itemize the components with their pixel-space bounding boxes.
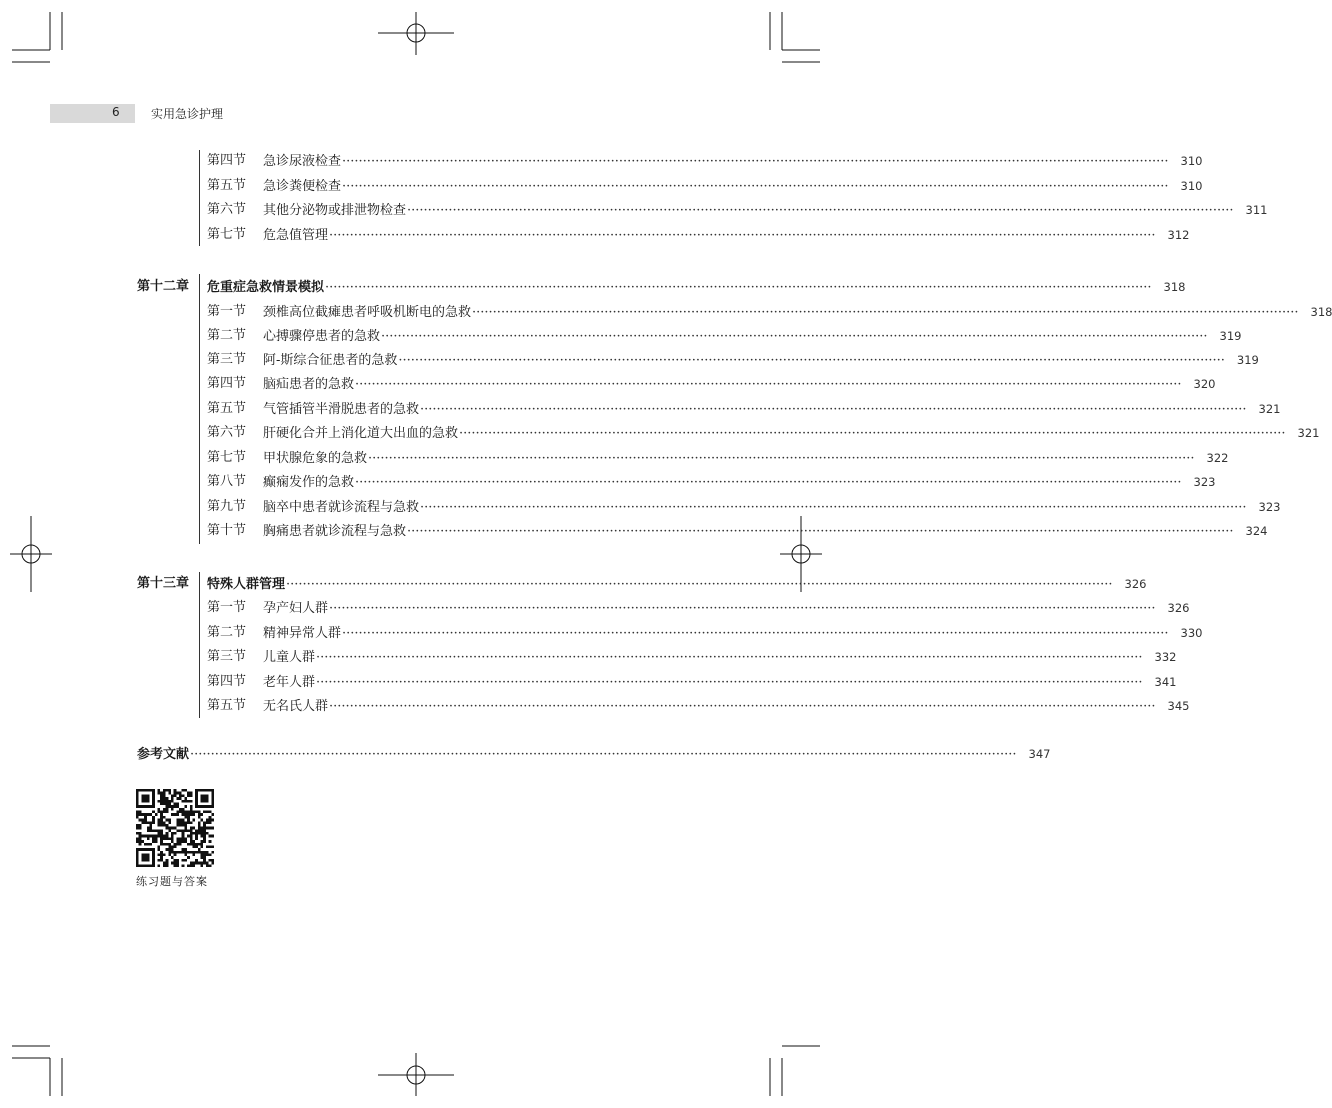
section-label: 第四节 xyxy=(207,376,247,391)
section-title: 脑疝患者的急救 xyxy=(263,377,355,392)
toc-row[interactable] xyxy=(0,225,1190,245)
section-page: 330 xyxy=(1180,626,1203,640)
section-page: 326 xyxy=(1167,601,1190,615)
leader-dots: ········································································································································································································ xyxy=(420,402,1247,417)
leader-dots: ········································································································································································································ xyxy=(190,747,1017,762)
section-title: 儿童人群 xyxy=(263,650,316,665)
section-title: 心搏骤停患者的急救 xyxy=(263,329,381,344)
section-label: 第一节 xyxy=(207,304,247,319)
section-label: 第七节 xyxy=(207,227,247,242)
toc-row[interactable] xyxy=(0,350,1259,370)
leader-dots: ········································································································································································································ xyxy=(316,675,1143,690)
chapter-page: 318 xyxy=(1163,280,1186,294)
book-title: 实用急诊护理 xyxy=(151,107,224,121)
leader-dots: ········································································································································································································ xyxy=(398,353,1225,368)
section-page: 324 xyxy=(1245,524,1268,538)
section-title: 危急值管理 xyxy=(263,228,329,243)
section-label: 第三节 xyxy=(207,649,247,664)
section-title: 癫痫发作的急救 xyxy=(263,475,355,490)
toc-row[interactable] xyxy=(0,448,1229,468)
chapter-page: 326 xyxy=(1124,577,1147,591)
toc-row[interactable] xyxy=(0,151,1203,171)
leader-dots: ········································································································································································································ xyxy=(329,601,1156,616)
section-label: 第五节 xyxy=(207,401,247,416)
chapter-label: 第十三章 xyxy=(137,576,190,591)
toc-row[interactable] xyxy=(0,598,1190,618)
section-page: 321 xyxy=(1297,426,1320,440)
leader-dots: ········································································································································································································ xyxy=(342,179,1169,194)
leader-dots: ········································································································································································································ xyxy=(368,451,1195,466)
page-number: 6 xyxy=(112,105,120,119)
toc-row[interactable] xyxy=(0,623,1203,643)
leader-dots: ········································································································································································································ xyxy=(381,329,1208,344)
section-title: 精神异常人群 xyxy=(263,626,342,641)
toc-row[interactable] xyxy=(0,472,1216,492)
section-page: 320 xyxy=(1193,377,1216,391)
section-title: 颈椎高位截瘫患者呼吸机断电的急救 xyxy=(263,305,472,320)
section-label: 第五节 xyxy=(207,178,247,193)
section-page: 312 xyxy=(1167,228,1190,242)
section-page: 322 xyxy=(1206,451,1229,465)
section-title: 肝硬化合并上消化道大出血的急救 xyxy=(263,426,459,441)
references-title: 参考文献 xyxy=(137,747,190,762)
chapter-title: 特殊人群管理 xyxy=(207,577,286,592)
section-label: 第一节 xyxy=(207,600,247,615)
section-page: 310 xyxy=(1180,154,1203,168)
leader-dots: ········································································································································································································ xyxy=(420,500,1247,515)
toc-row[interactable] xyxy=(0,672,1177,692)
section-page: 318 xyxy=(1310,305,1332,319)
section-title: 老年人群 xyxy=(263,675,316,690)
section-page: 310 xyxy=(1180,179,1203,193)
leader-dots: ········································································································································································································ xyxy=(286,577,1113,592)
chapter-row[interactable] xyxy=(0,277,1186,297)
section-title: 脑卒中患者就诊流程与急救 xyxy=(263,500,420,515)
toc-row[interactable] xyxy=(0,399,1281,419)
leader-dots: ········································································································································································································ xyxy=(316,650,1143,665)
section-title: 胸痛患者就诊流程与急救 xyxy=(263,524,407,539)
toc-row[interactable] xyxy=(0,326,1242,346)
section-page: 319 xyxy=(1236,353,1259,367)
references-page: 347 xyxy=(1028,747,1051,761)
section-title: 其他分泌物或排泄物检查 xyxy=(263,203,407,218)
toc-row[interactable] xyxy=(0,176,1203,196)
toc-row[interactable] xyxy=(0,423,1320,443)
section-title: 急诊粪便检查 xyxy=(263,179,342,194)
section-title: 孕产妇人群 xyxy=(263,601,329,616)
chapter-label: 第十二章 xyxy=(137,279,190,294)
section-label: 第十节 xyxy=(207,523,247,538)
section-title: 阿-斯综合征患者的急救 xyxy=(263,353,398,368)
section-label: 第四节 xyxy=(207,153,247,168)
section-label: 第五节 xyxy=(207,698,247,713)
section-label: 第三节 xyxy=(207,352,247,367)
leader-dots: ········································································································································································································ xyxy=(342,626,1169,641)
section-label: 第二节 xyxy=(207,625,247,640)
toc-row[interactable] xyxy=(0,200,1268,220)
section-page: 341 xyxy=(1154,675,1177,689)
section-page: 345 xyxy=(1167,699,1190,713)
toc-row[interactable] xyxy=(0,497,1281,517)
section-label: 第二节 xyxy=(207,328,247,343)
leader-dots: ········································································································································································································ xyxy=(472,305,1299,320)
references-row[interactable] xyxy=(0,744,1051,764)
leader-dots: ········································································································································································································ xyxy=(355,475,1182,490)
section-page: 323 xyxy=(1193,475,1216,489)
leader-dots: ········································································································································································································ xyxy=(342,154,1169,169)
section-label: 第七节 xyxy=(207,450,247,465)
section-label: 第九节 xyxy=(207,499,247,514)
section-title: 气管插管半滑脱患者的急救 xyxy=(263,402,420,417)
registration-mark-bottom xyxy=(378,1053,454,1096)
chapter-row[interactable] xyxy=(0,574,1147,594)
leader-dots: ········································································································································································································ xyxy=(329,228,1156,243)
registration-mark-top xyxy=(378,12,454,55)
qr-code-icon[interactable] xyxy=(136,789,214,867)
toc-row[interactable] xyxy=(0,302,1332,322)
qr-caption: 练习题与答案 xyxy=(136,875,208,888)
leader-dots: ········································································································································································································ xyxy=(325,280,1152,295)
section-page: 323 xyxy=(1258,500,1281,514)
section-title: 急诊尿液检查 xyxy=(263,154,342,169)
section-label: 第八节 xyxy=(207,474,247,489)
section-page: 332 xyxy=(1154,650,1177,664)
leader-dots: ········································································································································································································ xyxy=(355,377,1182,392)
section-label: 第六节 xyxy=(207,425,247,440)
toc-row[interactable] xyxy=(0,696,1190,716)
toc-row[interactable] xyxy=(0,374,1216,394)
leader-dots: ········································································································································································································ xyxy=(459,426,1286,441)
section-label: 第四节 xyxy=(207,674,247,689)
section-page: 311 xyxy=(1245,203,1268,217)
section-page: 319 xyxy=(1219,329,1242,343)
section-title: 甲状腺危象的急救 xyxy=(263,451,368,466)
section-title: 无名氏人群 xyxy=(263,699,329,714)
toc-row[interactable] xyxy=(0,647,1177,667)
section-page: 321 xyxy=(1258,402,1281,416)
leader-dots: ········································································································································································································ xyxy=(407,203,1234,218)
section-label: 第六节 xyxy=(207,202,247,217)
leader-dots: ········································································································································································································ xyxy=(329,699,1156,714)
toc-row[interactable] xyxy=(0,521,1268,541)
chapter-title: 危重症急救情景模拟 xyxy=(207,280,325,295)
leader-dots: ········································································································································································································ xyxy=(407,524,1234,539)
